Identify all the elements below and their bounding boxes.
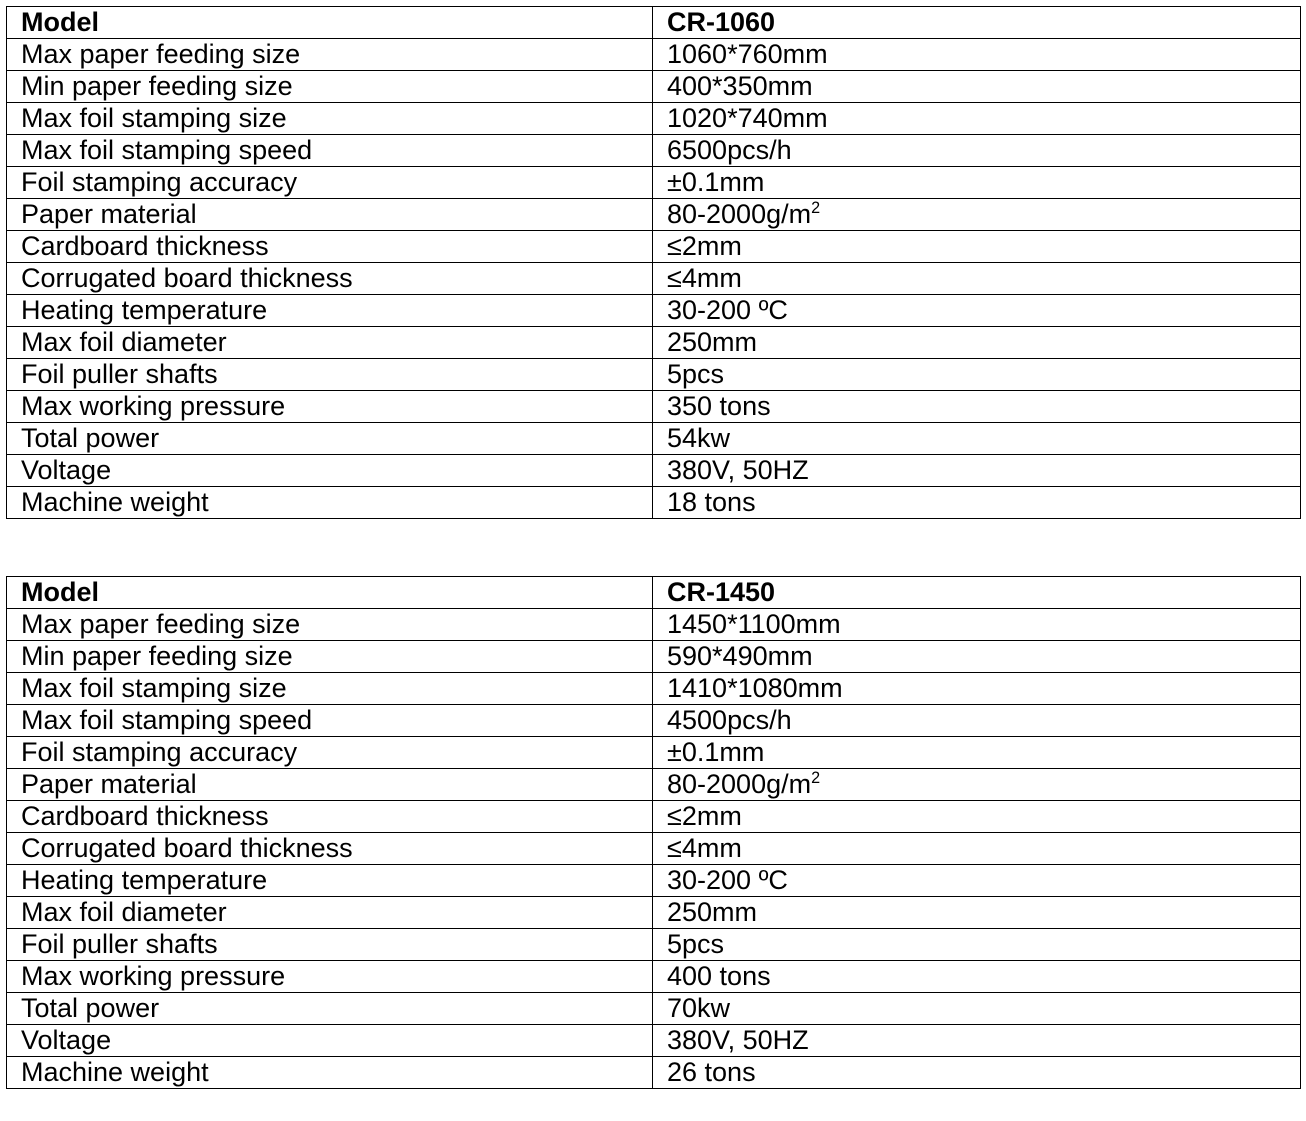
spec-value	[653, 167, 1301, 199]
unit-superscript: 2	[811, 199, 821, 217]
spec-value	[653, 897, 1301, 929]
spec-value-text: 380V, 50HZ	[667, 455, 809, 485]
spec-value	[653, 487, 1301, 519]
spec-value-text: 4500pcs/h	[667, 705, 792, 735]
spec-value-text: ≤2mm	[667, 231, 742, 261]
spec-value-text: 380V, 50HZ	[667, 1025, 809, 1055]
spec-label: Max paper feeding size	[7, 39, 653, 71]
spec-row	[7, 231, 1301, 263]
spec-value-text: 70kw	[667, 993, 731, 1023]
spec-value	[653, 199, 1301, 231]
spec-row	[7, 359, 1301, 391]
spec-value	[653, 231, 1301, 263]
spec-row	[7, 833, 1301, 865]
spec-row	[7, 167, 1301, 199]
spec-label: Max foil diameter	[7, 327, 653, 359]
spec-value	[653, 1057, 1301, 1089]
spec-value-text: 26 tons	[667, 1057, 756, 1087]
spec-value-text: 30-200 ºC	[667, 865, 788, 895]
spec-label: Paper material	[7, 769, 653, 801]
header-row	[7, 577, 1301, 609]
spec-label: Corrugated board thickness	[7, 263, 653, 295]
spec-label: Max working pressure	[7, 961, 653, 993]
spec-row	[7, 769, 1301, 801]
header-model: CR-1450	[653, 577, 1301, 609]
spec-row	[7, 103, 1301, 135]
spec-value	[653, 71, 1301, 103]
spec-label: Foil puller shafts	[7, 359, 653, 391]
spec-row	[7, 865, 1301, 897]
spec-value-text: ±0.1mm	[667, 737, 765, 767]
spec-row	[7, 423, 1301, 455]
unit-superscript: 2	[811, 769, 821, 787]
spec-value-text: 400 tons	[667, 961, 771, 991]
spec-row	[7, 961, 1301, 993]
spec-row	[7, 801, 1301, 833]
spec-value-text: 5pcs	[667, 359, 725, 389]
spec-row	[7, 295, 1301, 327]
spec-value	[653, 865, 1301, 897]
spec-label: Machine weight	[7, 487, 653, 519]
spec-label: Min paper feeding size	[7, 641, 653, 673]
spec-value-text: 30-200 ºC	[667, 295, 788, 325]
spec-value	[653, 39, 1301, 71]
header-label: Model	[7, 7, 653, 39]
spec-row	[7, 39, 1301, 71]
spec-value-text: 1020*740mm	[667, 103, 828, 133]
spec-label: Max paper feeding size	[7, 609, 653, 641]
spec-value	[653, 961, 1301, 993]
spec-row	[7, 609, 1301, 641]
spec-row	[7, 455, 1301, 487]
spec-value-text: 250mm	[667, 897, 758, 927]
spec-value-text: ≤4mm	[667, 263, 742, 293]
spec-row	[7, 929, 1301, 961]
spec-value-text: 18 tons	[667, 487, 756, 517]
spec-label: Total power	[7, 423, 653, 455]
spec-value	[653, 705, 1301, 737]
spec-label: Max foil stamping speed	[7, 705, 653, 737]
spec-row	[7, 1057, 1301, 1089]
spec-value	[653, 295, 1301, 327]
spec-label: Total power	[7, 993, 653, 1025]
spec-label: Corrugated board thickness	[7, 833, 653, 865]
spec-value-text: 1060*760mm	[667, 39, 828, 69]
spec-table-cr-1450	[6, 576, 1301, 1089]
spec-row	[7, 71, 1301, 103]
spec-label: Cardboard thickness	[7, 801, 653, 833]
spec-row	[7, 673, 1301, 705]
spec-label: Paper material	[7, 199, 653, 231]
spec-value	[653, 833, 1301, 865]
spec-value	[653, 359, 1301, 391]
spec-value-text: 6500pcs/h	[667, 135, 792, 165]
spec-row	[7, 641, 1301, 673]
spec-row	[7, 391, 1301, 423]
spec-value	[653, 391, 1301, 423]
spec-label: Voltage	[7, 1025, 653, 1057]
spec-value	[653, 769, 1301, 801]
spec-value-text: ≤2mm	[667, 801, 742, 831]
spec-label: Heating temperature	[7, 295, 653, 327]
spec-value	[653, 327, 1301, 359]
spec-value	[653, 135, 1301, 167]
spec-row	[7, 993, 1301, 1025]
spec-value	[653, 993, 1301, 1025]
spec-value	[653, 455, 1301, 487]
spec-value	[653, 673, 1301, 705]
spec-label: Min paper feeding size	[7, 71, 653, 103]
spec-label: Heating temperature	[7, 865, 653, 897]
header-label: Model	[7, 577, 653, 609]
spec-row	[7, 897, 1301, 929]
spec-value-text: 350 tons	[667, 391, 771, 421]
spec-value-text: ≤4mm	[667, 833, 742, 863]
spec-value	[653, 423, 1301, 455]
spec-label: Max foil stamping size	[7, 103, 653, 135]
spec-label: Voltage	[7, 455, 653, 487]
spec-value	[653, 801, 1301, 833]
spec-label: Max working pressure	[7, 391, 653, 423]
spec-value-text: 5pcs	[667, 929, 725, 959]
spec-row	[7, 487, 1301, 519]
spec-value-text: 80-2000g/m	[667, 199, 812, 229]
spec-label: Cardboard thickness	[7, 231, 653, 263]
spec-label: Max foil stamping speed	[7, 135, 653, 167]
spec-value	[653, 737, 1301, 769]
spec-value-text: 1450*1100mm	[667, 609, 841, 639]
spec-label: Max foil stamping size	[7, 673, 653, 705]
spec-row	[7, 263, 1301, 295]
spec-value	[653, 263, 1301, 295]
spec-label: Foil stamping accuracy	[7, 737, 653, 769]
spec-value-text: ±0.1mm	[667, 167, 765, 197]
header-row	[7, 7, 1301, 39]
spec-label: Foil stamping accuracy	[7, 167, 653, 199]
spec-value-text: 250mm	[667, 327, 758, 357]
spec-table-cr-1060	[6, 6, 1301, 519]
spec-value-text: 400*350mm	[667, 71, 813, 101]
spec-row	[7, 199, 1301, 231]
spec-label: Foil puller shafts	[7, 929, 653, 961]
spec-value-text: 54kw	[667, 423, 731, 453]
header-model: CR-1060	[653, 7, 1301, 39]
spec-value	[653, 641, 1301, 673]
spec-label: Machine weight	[7, 1057, 653, 1089]
spec-label: Max foil diameter	[7, 897, 653, 929]
spec-value	[653, 103, 1301, 135]
spec-table-body	[7, 7, 1301, 519]
spec-row	[7, 705, 1301, 737]
spec-value-text: 80-2000g/m	[667, 769, 812, 799]
spec-value-text: 1410*1080mm	[667, 673, 843, 703]
spec-value	[653, 1025, 1301, 1057]
spec-value	[653, 609, 1301, 641]
spec-value	[653, 929, 1301, 961]
spec-row	[7, 327, 1301, 359]
spec-row	[7, 1025, 1301, 1057]
spec-value-text: 590*490mm	[667, 641, 813, 671]
spec-row	[7, 737, 1301, 769]
spec-row	[7, 135, 1301, 167]
spec-table-body	[7, 577, 1301, 1089]
